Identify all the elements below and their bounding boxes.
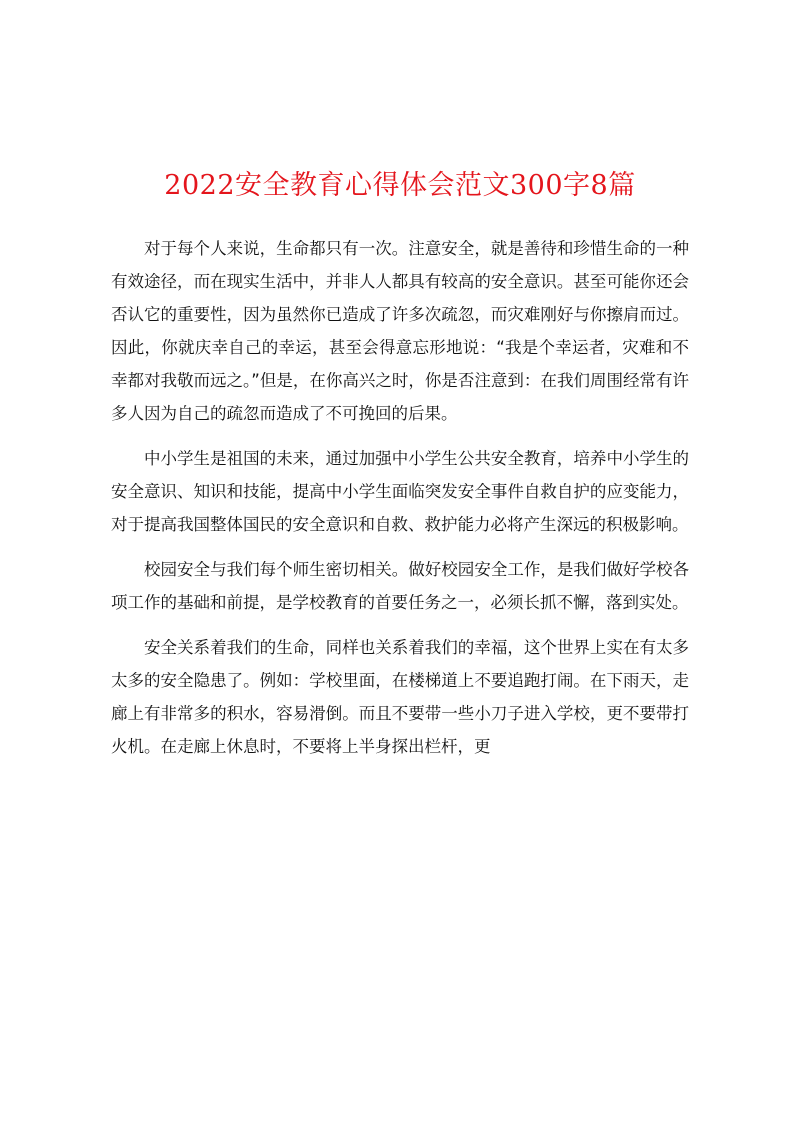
paragraph-2: 中小学生是祖国的未来，通过加强中小学生公共安全教育，培养中小学生的安全意识、知识和技能，提高中小学生面临突发安全事件自救自护的应变能力，对于提高我国整体国民的安全意识和自救、救护能力必将产生深远的积极影响。 <box>111 449 689 534</box>
document-body <box>111 232 689 775</box>
paragraph-3: 校园安全与我们每个师生密切相关。做好校园安全工作，是我们做好学校各项工作的基础和前提，是学校教育的首要任务之一，必须长抓不懈，落到实处。 <box>111 560 689 612</box>
paragraph-1: 对于每个人来说，生命都只有一次。注意安全，就是善待和珍惜生命的一种有效途径，而在现实生活中，并非人人都具有较高的安全意识。甚至可能你还会否认它的重要性，因为虽然你已造成了许多次疏忽，而灾难刚好与你擦肩而过。因此，你就庆幸自己的幸运，甚至会得意忘形地说：“我是个幸运者，灾难和不幸都对我敬而远之。”但是，在你高兴之时，你是否注意到：在我们周围经常有许多人因为自己的疏忽而造成了不可挽回的后果。 <box>111 239 689 423</box>
paragraph-4: 安全关系着我们的生命，同样也关系着我们的幸福，这个世界上实在有太多太多的安全隐患了。例如：学校里面，在楼梯道上不要追跑打闹。在下雨天，走廊上有非常多的积水，容易滑倒。而且不要带一些小刀子进入学校，更不要带打火机。在走廊上休息时，不要将上半身探出栏杆，更 <box>111 638 689 756</box>
document-title: 2022安全教育心得体会范文300字8篇 <box>164 170 636 201</box>
